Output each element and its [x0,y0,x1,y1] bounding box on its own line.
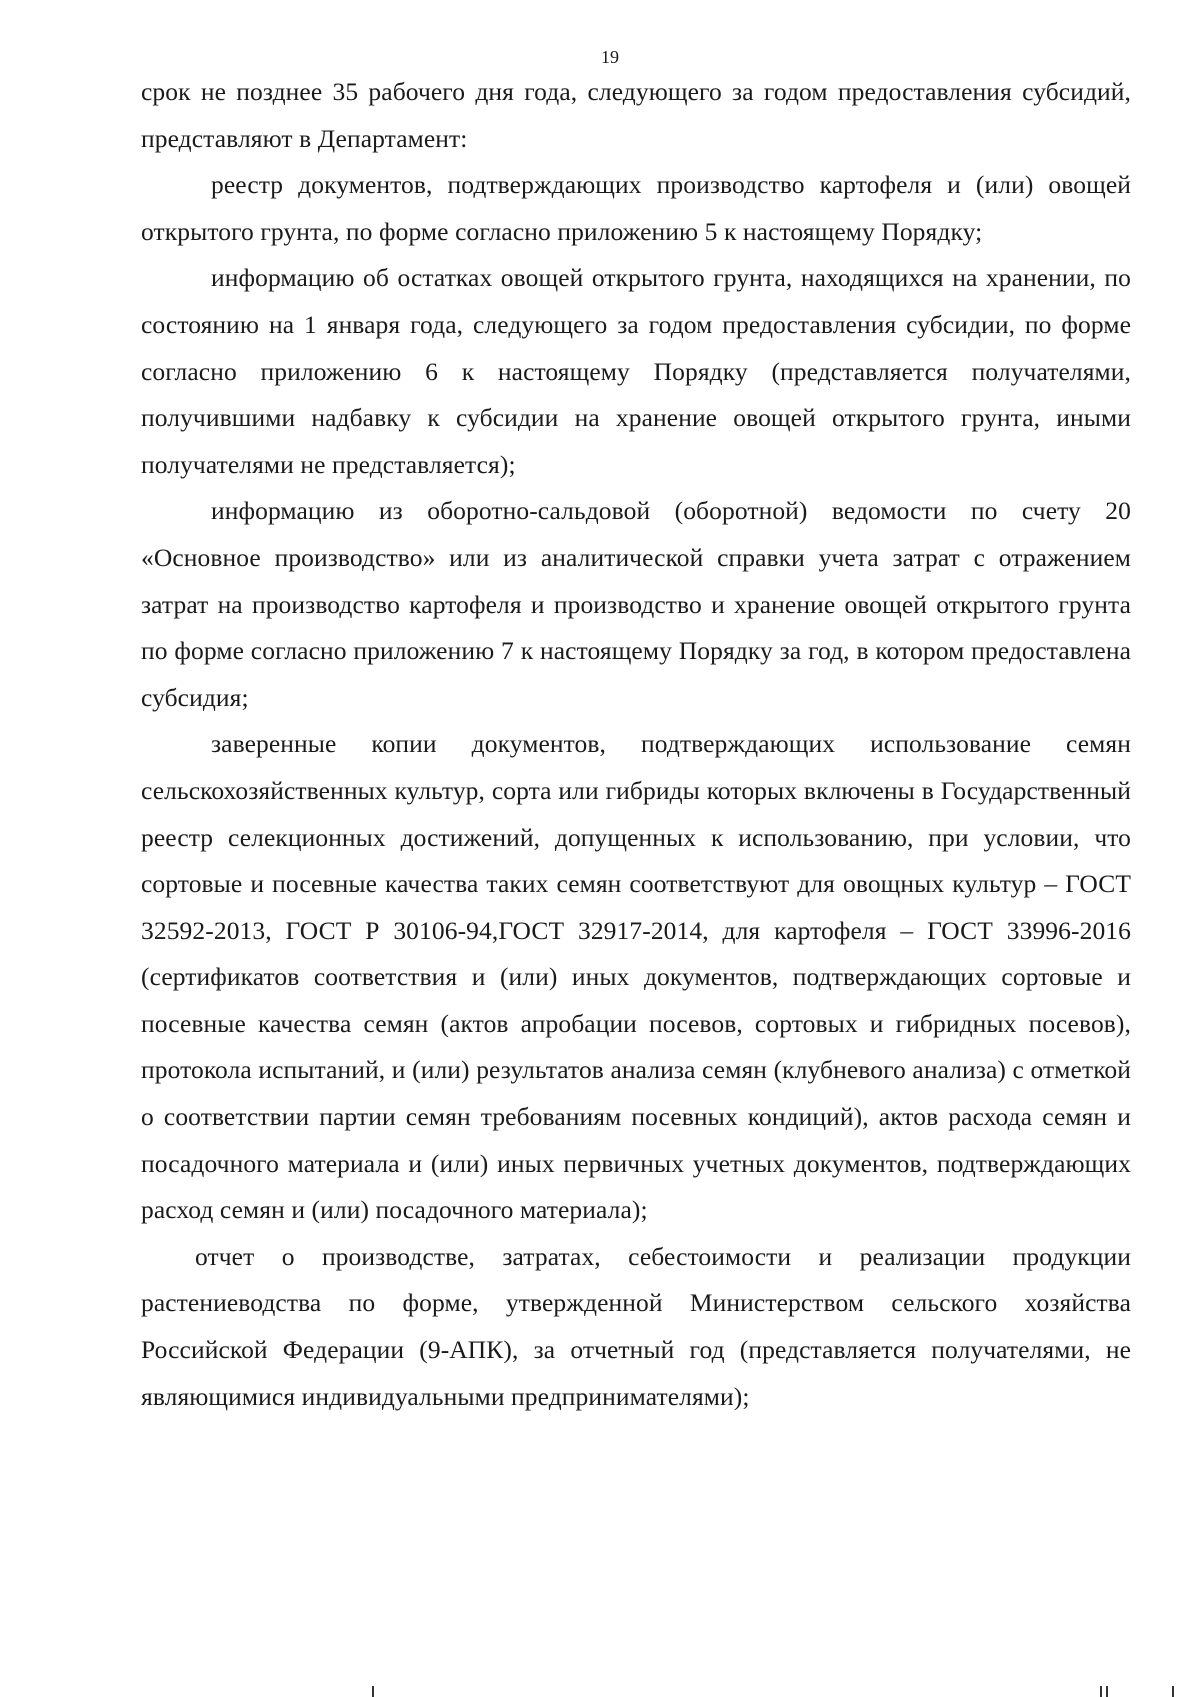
paragraph-production-report: отчет о производстве, затратах, себестоимости и реализации продукции растениеводства по форме, утвержденной Министерством сельского хозяйства Российской Федерации (9-АПК), за отчетный год (представляется получателями, не являющимися индивидуальными предпринимателями); [141,1241,1131,1411]
document-body [141,69,1131,1420]
scan-artifact-mark [1172,1686,1174,1697]
paragraph-continuation: срок не позднее 35 рабочего дня года, следующего за годом предоставления субсидий, представляют в Департамент: [141,77,1131,153]
scan-artifact-mark [372,1686,374,1697]
scan-artifact-mark [1106,1686,1108,1697]
paragraph-vegetable-storage-info: информацию об остатках овощей открытого грунта, находящихся на хранении, по состоянию на 1 января года, следующего за годом предоставления субсидии, по форме согласно приложению 6 к настоящему Порядку (представляется получателями, получившими надбавку к субсидии на хранение овощей открытого грунта, иными получателями не представляется); [141,263,1131,479]
paragraph-certified-seed-documents: заверенные копии документов, подтверждающих использование семян сельскохозяйственных культур, сорта или гибриды которых включены в Государственный реестр селекционных достижений, допущенных к использованию, при условии, что сортовые и посевные качества таких семян соответствуют для овощных культур – ГОСТ 32592-2013, ГОСТ Р 30106-94,ГОСТ 32917-2014, для картофеля – ГОСТ 33996-2016 (сертификатов соответствия и (или) иных документов, подтверждающих сортовые и посевные качества семян (актов апробации посевов, сортовых и гибридных посевов), протокола испытаний, и (или) результатов анализа семян (клубневого анализа) с отметкой о соответствии партии семян требованиям посевных кондиций), актов расхода семян и посадочного материала и (или) иных первичных учетных документов, подтверждающих расход семян и (или) посадочного материала); [141,729,1131,1225]
paragraph-turnover-balance-info: информацию из оборотно-сальдовой (оборотной) ведомости по счету 20 «Основное производство» или из аналитической справки учета затрат с отражением затрат на производство картофеля и производство и хранение овощей открытого грунта по форме согласно приложению 7 к настоящему Порядку за год, в котором предоставлена субсидия; [141,496,1131,712]
paragraph-registry-of-documents: реестр документов, подтверждающих производство картофеля и (или) овощей открытого грунта, по форме согласно приложению 5 к настоящему Порядку; [141,170,1131,246]
scan-artifact-mark [1100,1686,1102,1697]
page-number: 19 [601,47,619,67]
